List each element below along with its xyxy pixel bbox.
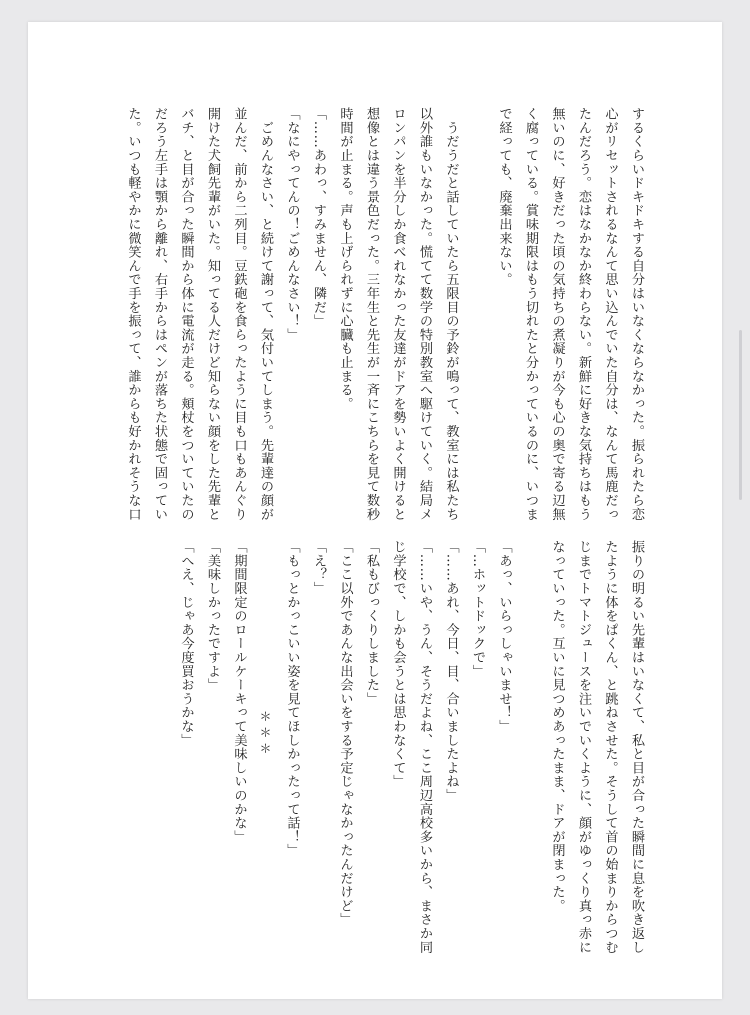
text-line: 「…ホットドックで」	[470, 540, 485, 678]
text-line: たんだろう。恋はなかなか終わらない。新鮮に好きな気持ちはもう	[576, 107, 591, 521]
text-line: じ学校で、しかも会うとは思わなくて」	[390, 540, 406, 789]
text-line: 「なにやってんの！ごめんなさい！」	[284, 107, 300, 342]
text-line: 「……あわっ、すみません、隣だ」	[311, 107, 326, 328]
text-line: 「あっ、いらっしゃいませ！」	[496, 540, 512, 734]
text-block-upper	[119, 107, 649, 527]
text-line: 「……あれ、今日、目、合いましたよね」	[443, 540, 459, 803]
text-line: 「……いや、うん、そうだよね、ここ周辺高校多いから、まさか同	[417, 540, 432, 954]
text-line: 「え？」	[311, 540, 326, 596]
text-line: 「もっとかっこいい姿を見てほしかったって話！」	[284, 540, 300, 858]
text-line: 「美味しかったですよ」	[205, 540, 220, 692]
blank-line	[517, 540, 544, 960]
text-line: 振りの明るい先輩はいなくて、私と目が合った瞬間に息を吹き返し	[629, 540, 644, 954]
text-block-lower	[172, 540, 649, 960]
text-line: 時間が止まる。声も上げられずに心臓も止まる。	[337, 107, 353, 411]
text-line: バチ、と目が合った瞬間から体に電流が走る。頬杖をついていたの	[178, 107, 194, 521]
text-line: で経っても、廃棄出来ない。	[496, 107, 512, 287]
text-line: 無いのに、好きだった頃の気持ちの煮凝りが今も心の奥で寄る辺無	[549, 107, 565, 521]
text-line: じまでトマトジュースを注いでいくように、顔がゆっくり真っ赤に	[576, 540, 591, 954]
scrollbar[interactable]	[739, 330, 742, 500]
text-line: するくらいドキドキする自分はいなくならなかった。振られたら恋	[629, 107, 644, 521]
text-line: 以外誰もいなかった。慌てて数学の特別教室へ駆けていく。結局メ	[417, 107, 432, 521]
text-line: 想像とは違う景色だった。三年生と先生が一斉にこちらを見て数秒	[364, 107, 379, 521]
text-line: なっていった。互いに見つめあったまま、ドアが閉まった。	[549, 540, 565, 913]
text-line: く腐っている。賞味期限はもう切れたと分かっているのに、いつま	[523, 107, 538, 521]
text-line: 並んだ、前から二列目。豆鉄砲を食らったように目も口もあんぐり	[231, 107, 247, 521]
text-line: 「へえ、じゃあ今度買おうかな」	[178, 540, 194, 747]
blank-line	[464, 107, 491, 527]
text-line: 「期間限定のロールケーキって美味しいのかな」	[231, 540, 247, 844]
text-line: ロンパンを半分しか食べれなかった友達がドアを勢いよく開けると	[390, 107, 406, 521]
scene-break: ＊＊＊	[258, 710, 272, 758]
text-line: 開けた犬飼先輩がいた。知ってる人だけど知らない顔をした先輩と	[205, 107, 220, 521]
text-line: ごめんなさい、と続けて謝って、気付いてしまう。先輩達の顔が	[258, 107, 273, 521]
text-line: うだうだと話していたら五限目の予鈴が鳴って、教室には私たち	[443, 107, 459, 521]
text-line: 「ここ以外であんな出会いをする予定じゃなかったんだけど」	[337, 540, 353, 927]
text-line: だろう左手は顎から離れ、右手からはペンが落ちた状態で固ってい	[152, 107, 167, 521]
document-page	[28, 22, 722, 999]
text-line: たように体をぱくん、と跳ねさせた。そうして首の始まりからつむ	[602, 540, 618, 954]
text-line: た。いつも軽やかに微笑んで手を振って、誰からも好かれそうな口	[125, 107, 141, 521]
text-line: 「私もびっくりしました」	[364, 540, 379, 706]
text-line: 心がリセットされるなんて思い込んでいた自分は、なんて馬鹿だっ	[602, 107, 618, 521]
